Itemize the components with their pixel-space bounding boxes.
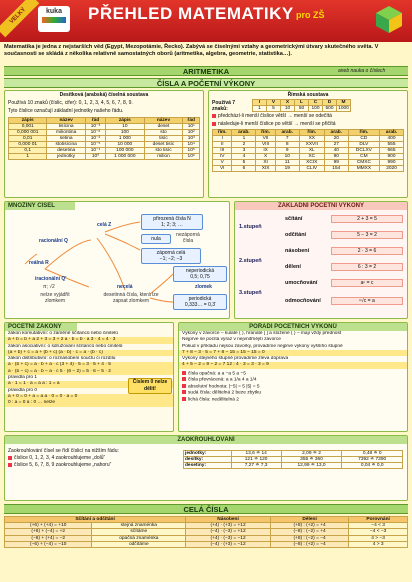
- table-cell: (−6) + (−4) = −10: [5, 541, 92, 547]
- cela-col-header: Násobení: [186, 517, 271, 523]
- table-cell: 10⁻⁵: [85, 142, 105, 148]
- table-cell: jednotky: [47, 154, 85, 160]
- op-sum: sčítání: [285, 216, 303, 222]
- op-mul: násobení: [285, 248, 310, 254]
- neg-node: [141, 248, 201, 264]
- table-cell: 0,48 ≐ 0: [342, 451, 403, 457]
- law-line: a · 1 = 1 · a = a a : 1 = a: [5, 381, 173, 387]
- section-aritmetika-title: ARITMETIKA: [182, 67, 230, 76]
- table-cell: stotisícina: [47, 142, 85, 148]
- table-cell: 0,1: [9, 148, 47, 154]
- table-cell: setina: [47, 136, 85, 142]
- formula-sub: 5 − 3 = 2: [331, 231, 403, 239]
- table-cell: V: [213, 160, 232, 166]
- table-cell: 1000: [338, 106, 349, 111]
- ir-label: iracionální Q′: [35, 276, 67, 282]
- table-cell: XIX: [256, 166, 275, 172]
- table-cell: 4: [232, 154, 256, 160]
- table-cell: (+6) + (−4) = +2: [5, 529, 92, 535]
- zaokrouhlovani-rule1: číslice 0, 1, 2, 3, 4 zaokrouhlujeme „dolů“: [14, 455, 106, 461]
- header-bar: [0, 0, 412, 42]
- table-row: [5, 541, 408, 547]
- formula-div: 6 : 3 = 2: [331, 263, 403, 271]
- table-cell: 19: [275, 166, 299, 172]
- table-cell: 10⁻¹: [85, 148, 105, 154]
- table-cell: 9: [275, 148, 299, 154]
- table-cell: 10⁻²: [85, 136, 105, 142]
- table-cell: VII: [256, 136, 275, 142]
- table-cell: 0,000 01: [9, 142, 47, 148]
- table-cell: I: [213, 136, 232, 142]
- table-cell: 5: [267, 106, 281, 112]
- table-cell: XX: [299, 136, 324, 142]
- table-cell: II: [213, 142, 232, 148]
- bullet-icon: [8, 463, 12, 467]
- table-cell: (+8) : (−2) = −4: [270, 535, 348, 541]
- table-cell: 2,09 ≐ 2: [281, 451, 342, 457]
- roman-symbol-table: [252, 99, 351, 112]
- table-cell: 2: [232, 142, 256, 148]
- roman-col-header: arab.: [380, 130, 404, 136]
- zaokrouhlovani-rule: [8, 462, 178, 469]
- table-row: [9, 154, 200, 160]
- table-cell: 50: [295, 106, 309, 112]
- table-cell: D: [323, 100, 337, 106]
- section-cela: [4, 504, 408, 514]
- table-cell: 1: [253, 106, 267, 112]
- decimal-table: [8, 117, 200, 160]
- roman-title: Římská soustava: [287, 92, 329, 98]
- poradi-line: 7 + 8 − 3 · 5 = 7 + 8 − 15 = 15 − 15 = 0: [179, 350, 407, 356]
- n-node-values: 1; 2; 3; …: [161, 222, 183, 228]
- poradi-line: 4 + 5 − 2 = 9 − 2 = 7 12 : 4 · 3 = 3 · 3 = 9: [179, 362, 407, 368]
- table-cell: 1: [232, 136, 256, 142]
- per-node: [173, 294, 227, 310]
- law-line: a + 0 = 0 + a = a a · 0 = 0 · a = 0: [5, 394, 173, 400]
- poradi-line: Výkony v závorce – kulaté ( ), hranaté [ ] a složené { } – mají vždy přednost: [182, 331, 342, 336]
- table-cell: CMXC: [348, 160, 379, 166]
- table-cell: desetina: [47, 148, 85, 154]
- table-cell: 0,001: [9, 124, 47, 130]
- law-line: a · (b − c) = a · b − a · c 5 · (6 − 2) = 5 · 6 − 5 · 2: [5, 369, 173, 375]
- table-cell: VIII: [256, 142, 275, 148]
- zakony-box: [4, 322, 174, 432]
- table-cell: 5: [232, 160, 256, 166]
- table-cell: 7,27 ≐ 7,3: [231, 463, 281, 469]
- decimal-col-header: název: [47, 118, 85, 124]
- table-cell: 10: [106, 124, 144, 130]
- table-cell: 11: [275, 160, 299, 166]
- desetinna-note: desetinná čísla, která lze zapsat zlomkem: [103, 292, 159, 304]
- bullet-icon: [182, 384, 186, 388]
- bullet-icon: [182, 371, 186, 375]
- table-cell: 0,04 ≐ 0,0: [342, 463, 403, 469]
- op-div: dělení: [285, 264, 301, 270]
- roman-symbols: [209, 99, 407, 112]
- page-subtitle: pro ZŠ: [296, 10, 325, 20]
- table-cell: 7: [275, 136, 299, 142]
- table-cell: tisíc: [144, 136, 183, 142]
- table-cell: 2020: [380, 166, 404, 172]
- table-cell: 10⁻³: [85, 124, 105, 130]
- table-cell: 10⁶: [183, 154, 200, 160]
- decimal-col-header: zápis: [106, 118, 144, 124]
- law-line: zákon distributivní: o roznásobení součtu či rozdílu: [8, 356, 116, 362]
- zaokrouhlovani-box: [4, 435, 408, 501]
- logo-bar: [42, 17, 66, 23]
- roman-rule2-text: následuje-li menší číslice po větší → menší se přičítá: [218, 121, 336, 127]
- table-cell: 500: [323, 106, 337, 112]
- table-cell: 8: [275, 142, 299, 148]
- poradi-title: POŘADÍ POČETNÍCH VÝKONŮ: [179, 323, 407, 331]
- table-row: [184, 463, 403, 469]
- table-cell: sčítáme: [92, 529, 186, 535]
- table-cell: I: [253, 100, 267, 106]
- table-row: [253, 106, 351, 112]
- op-root: odmocňování: [285, 298, 321, 304]
- table-cell: 1: [9, 154, 47, 160]
- table-cell: V: [267, 100, 281, 106]
- table-cell: 10 000: [106, 142, 144, 148]
- roman-col-header: řím.: [213, 130, 232, 136]
- table-cell: odčítáme: [92, 541, 186, 547]
- table-cell: (+4) · (−3) = −12: [186, 535, 271, 541]
- table-cell: −4 < −3: [349, 529, 408, 535]
- table-cell: desítky:: [184, 457, 232, 463]
- table-cell: 10⁻⁶: [85, 130, 105, 136]
- table-cell: CLIV: [299, 166, 324, 172]
- table-cell: (−8) : (+2) = −4: [270, 541, 348, 547]
- table-cell: (−4) · (+3) = −12: [186, 541, 271, 547]
- table-cell: 10⁰: [85, 154, 105, 160]
- table-cell: 10³: [183, 136, 200, 142]
- table-cell: (+4) · (+3) = +12: [186, 523, 271, 529]
- cela-table: [4, 516, 408, 548]
- table-cell: 10¹: [183, 124, 200, 130]
- table-cell: (+6) + (+4) = +10: [5, 523, 92, 529]
- roman-rule1: [209, 112, 407, 120]
- nep-node-values: 0,5; 0,75: [190, 274, 210, 280]
- zaokrouhlovani-text-block: [8, 448, 178, 469]
- decimal-col-header: řád: [85, 118, 105, 124]
- law-line: (a + b) + c = a + (b + c) (a · b) · c = a · (b · c): [5, 350, 173, 356]
- table-cell: 90: [324, 154, 348, 160]
- table-cell: 400: [380, 136, 404, 142]
- table-cell: (+8) : (+2) = +4: [270, 523, 348, 529]
- table-cell: XXVII: [299, 142, 324, 148]
- ir-values: π; √2: [43, 284, 55, 290]
- table-cell: 12,99 ≐ 13,0: [281, 463, 342, 469]
- logo-text: kuka: [46, 8, 62, 15]
- roman-box: [208, 90, 408, 198]
- poradi-box: [178, 322, 408, 432]
- bullet-icon: [182, 390, 186, 394]
- per-node-values: 0,333… = 0,3̄: [184, 302, 216, 308]
- cisla-line: [179, 397, 407, 404]
- bullet-icon: [182, 377, 186, 381]
- zakony-title: POČETNÍ ZÁKONY: [5, 323, 77, 331]
- r-label: reálná R: [29, 260, 49, 266]
- zakladni-title: ZÁKLADNÍ POČETNÍ VÝKONY: [235, 202, 407, 210]
- table-cell: 990: [380, 160, 404, 166]
- necela-label: necelá: [117, 284, 133, 290]
- nep-node-label: neperiodická: [185, 268, 215, 274]
- poradi-line: Pokud v příkladu nejsou závorky, provádíme nejprve výkony vyššího stupně: [182, 343, 343, 349]
- neg-node-label: záporná celá: [156, 250, 186, 256]
- bullet-icon: [212, 114, 216, 118]
- law-line: a + b = b + a 2 + 3 = 3 + 2 a · b = b · a 3 · 4 = 4 · 3: [5, 337, 173, 343]
- n-node: [141, 214, 203, 230]
- cisla-prevracena: čísla převrácená: a a 1/a 4 a 1/4: [188, 377, 257, 383]
- table-cell: 665: [380, 148, 404, 154]
- cela-col-header: Porovnání: [349, 517, 408, 523]
- poradi-line: Nejprve se počítá výraz v nejvnitřnější závorce: [182, 337, 281, 343]
- roman-table: [212, 129, 404, 172]
- table-cell: 10⁴: [183, 142, 200, 148]
- table-cell: 121 ≐ 120: [231, 457, 281, 463]
- table-cell: 6: [232, 166, 256, 172]
- formula-root: ⁿ√c = a: [331, 297, 403, 305]
- table-cell: 1 000 000: [106, 154, 144, 160]
- table-cell: 555: [380, 142, 404, 148]
- absolutni-hodnota: absolutní hodnota: |−5| = 5 |5| = 5: [188, 384, 260, 390]
- formula-mul: 2 · 3 = 6: [331, 247, 403, 255]
- table-cell: 100: [106, 130, 144, 136]
- table-cell: opačná znaménka: [92, 535, 186, 541]
- decimal-line1: Používá 10 znaků (číslic, cifer): 0, 1, 2, 3, 4, 5, 6, 7, 8, 9.: [8, 100, 133, 106]
- table-cell: 20: [324, 136, 348, 142]
- table-cell: DCLXV: [348, 148, 379, 154]
- table-cell: milion: [144, 154, 183, 160]
- law-line: pravidla pro 0: [8, 387, 38, 393]
- table-cell: 3: [232, 148, 256, 154]
- bullet-icon: [212, 122, 216, 126]
- publisher-logo: [38, 6, 70, 32]
- table-cell: 99: [324, 160, 348, 166]
- decimal-line2: Tyto číslice označují základní jednotky našeho řádu.: [8, 108, 124, 114]
- roman-col-header: řím.: [256, 130, 275, 136]
- table-cell: (−8) : (−2) = +4: [270, 529, 348, 535]
- decimal-title: Desítková (arabská) číselná soustava: [59, 92, 149, 98]
- zero-node: nula: [141, 234, 171, 244]
- table-cell: XI: [256, 160, 275, 166]
- table-cell: 355 ≐ 360: [281, 457, 342, 463]
- roman-col-header: arab.: [324, 130, 348, 136]
- nep-node: [173, 266, 227, 282]
- op-pow: umocňování: [285, 280, 318, 286]
- roman-label: Používá 7 znaků:: [212, 99, 236, 112]
- table-cell: L: [295, 100, 309, 106]
- cisla-opacna: čísla opačná: a a −a 5 a −5: [188, 371, 246, 377]
- roman-col-header: arab.: [232, 130, 256, 136]
- table-cell: 27: [324, 142, 348, 148]
- table-cell: 0,000 001: [9, 130, 47, 136]
- table-cell: VI: [213, 166, 232, 172]
- zaokrouhlovani-text: Zaokrouhlování čísel se řídí číslicí na nižším řádu:: [8, 448, 119, 454]
- table-cell: XC: [299, 154, 324, 160]
- law-line: pravidla pro 1: [8, 375, 38, 381]
- table-cell: 0,01: [9, 136, 47, 142]
- bullet-icon: [8, 456, 12, 460]
- table-cell: III: [213, 148, 232, 154]
- table-cell: MMXX: [348, 166, 379, 172]
- neg-node-values: −1; −2; −3: [159, 256, 183, 262]
- decimal-col-header: zápis: [9, 118, 47, 124]
- table-cell: sto tisíc: [144, 148, 183, 154]
- zaokrouhlovani-rule: [8, 455, 178, 462]
- stage-1: 1.stupeň: [239, 224, 262, 230]
- op-sub: odčítání: [285, 232, 307, 238]
- table-row: [213, 166, 404, 172]
- table-cell: IV: [213, 154, 232, 160]
- table-cell: (−4) · (−3) = +12: [186, 529, 271, 535]
- section-cisla: [4, 78, 408, 88]
- table-cell: deset tisíc: [144, 142, 183, 148]
- table-cell: 7392 ≐ 7390: [342, 457, 403, 463]
- table-cell: 4 > −3: [349, 535, 408, 541]
- table-cell: X: [256, 154, 275, 160]
- roman-col-header: arab.: [275, 130, 299, 136]
- roman-col-header: řím.: [348, 130, 379, 136]
- mnoziny-title: MNOŽINY ČÍSEL: [5, 202, 75, 210]
- table-cell: 1 000: [106, 136, 144, 142]
- aritmetika-note: aneb nauka o číslech: [338, 68, 386, 74]
- zlomek-label: zlomek: [195, 284, 212, 290]
- table-cell: 10²: [183, 130, 200, 136]
- ribbon-badge: VELKÝ: [0, 0, 39, 37]
- law-line: 0 : a = 0 a : 0 … nelze: [5, 400, 173, 406]
- table-cell: jednotky:: [184, 451, 232, 457]
- section-cela-title: CELÁ ČÍSLA: [183, 505, 229, 514]
- table-cell: (−6) + (+4) = −2: [5, 535, 92, 541]
- table-cell: M: [337, 100, 351, 106]
- table-cell: 4 > 3: [349, 541, 408, 547]
- law-line: a · (b + c) = a · b + a · c (3 + 4) · 5 = 3 · 5 + 4 · 5: [5, 362, 173, 368]
- zero-division-pill: Číslem 0 nelze dělit!: [128, 378, 172, 394]
- zaokrouhlovani-rule2: číslice 5, 6, 7, 8, 9 zaokrouhlujeme „nahoru“: [14, 462, 112, 468]
- bullet-icon: [182, 397, 186, 401]
- roman-col-header: řím.: [299, 130, 324, 136]
- poradi-line: Výkony stejného stupně provádíme zleva doprava: [182, 356, 289, 362]
- table-cell: 100: [309, 106, 323, 112]
- table-cell: XCIX: [299, 160, 324, 166]
- table-cell: CD: [348, 136, 379, 142]
- cube-icon: [374, 4, 404, 34]
- per-node-label: periodická: [188, 296, 212, 302]
- cela-col-header: Dělení: [270, 517, 348, 523]
- licha-cisla: lichá čísla: nedělitelná 2: [188, 397, 239, 403]
- mnoziny-box: [4, 201, 230, 319]
- law-line: zákon asociativní: o sdružování sčítanců nebo činitelů: [8, 343, 123, 349]
- formula-pow: aⁿ = c: [331, 279, 403, 287]
- page-title: PŘEHLED MATEMATIKY: [88, 4, 294, 23]
- zakladni-box: [234, 201, 408, 319]
- roman-rule2: [209, 120, 407, 128]
- stage-3: 3.stupeň: [239, 290, 262, 296]
- table-cell: 40: [324, 148, 348, 154]
- table-cell: 154: [324, 166, 348, 172]
- q-label: racionální Q: [39, 238, 68, 244]
- table-cell: tisícina: [47, 124, 85, 130]
- table-cell: 900: [380, 154, 404, 160]
- table-cell: desetiny:: [184, 463, 232, 469]
- table-cell: 13,6 ≐ 14: [231, 451, 281, 457]
- zaokrouhlovani-table: [183, 450, 403, 469]
- zaokrouhlovani-title: ZAOKROUHLOVÁNÍ: [5, 436, 407, 444]
- table-cell: 10⁵: [183, 148, 200, 154]
- table-cell: 10: [281, 106, 295, 112]
- table-cell: XL: [299, 148, 324, 154]
- table-cell: deset: [144, 124, 183, 130]
- table-cell: 10: [275, 154, 299, 160]
- table-cell: sto: [144, 130, 183, 136]
- z-label: celá Z: [97, 222, 112, 228]
- law-line: zákon komutativní: o záměně sčítanců nebo činitelů: [8, 331, 118, 336]
- table-cell: 100 000: [106, 148, 144, 154]
- table-cell: −4 < 3: [349, 523, 408, 529]
- table-cell: C: [309, 100, 323, 106]
- zero-note: nezáporná čísla: [176, 232, 200, 244]
- decimal-col-header: název: [144, 118, 183, 124]
- table-cell: miliontina: [47, 130, 85, 136]
- suda-cisla: sudá čísla: dělitelná 2 beze zbytku: [188, 390, 262, 396]
- ir-note: nelze vyjádřit zlomkem: [40, 292, 70, 304]
- stage-2: 2.stupeň: [239, 258, 262, 264]
- decimal-box: [4, 90, 204, 198]
- formula-sum: 2 + 3 = 5: [331, 215, 403, 223]
- cela-col-header: Sčítání a odčítání: [5, 517, 186, 523]
- table-cell: CM: [348, 154, 379, 160]
- roman-rule1-text: předchází-li menší číslice větší → menší se odečítá: [218, 113, 332, 119]
- table-cell: stejná znaménka: [92, 523, 186, 529]
- table-cell: DLV: [348, 142, 379, 148]
- decimal-col-header: řád: [183, 118, 200, 124]
- n-node-label: přirozená čísla N: [153, 216, 191, 222]
- intro-text: Matematika je jedna z nejstarších věd (Egypt, Mezopotámie, Řecko). Zabývá se číselnými vztahy a geometrickými útvary skutečného světa. V současnosti se skládá z několika relativně samostatných oborů (aritmetika, algebra, geometrie, statistika…).: [4, 44, 379, 57]
- section-cisla-title: ČÍSLA A POČETNÍ VÝKONY: [156, 79, 256, 88]
- table-cell: X: [281, 100, 295, 106]
- table-cell: IX: [256, 148, 275, 154]
